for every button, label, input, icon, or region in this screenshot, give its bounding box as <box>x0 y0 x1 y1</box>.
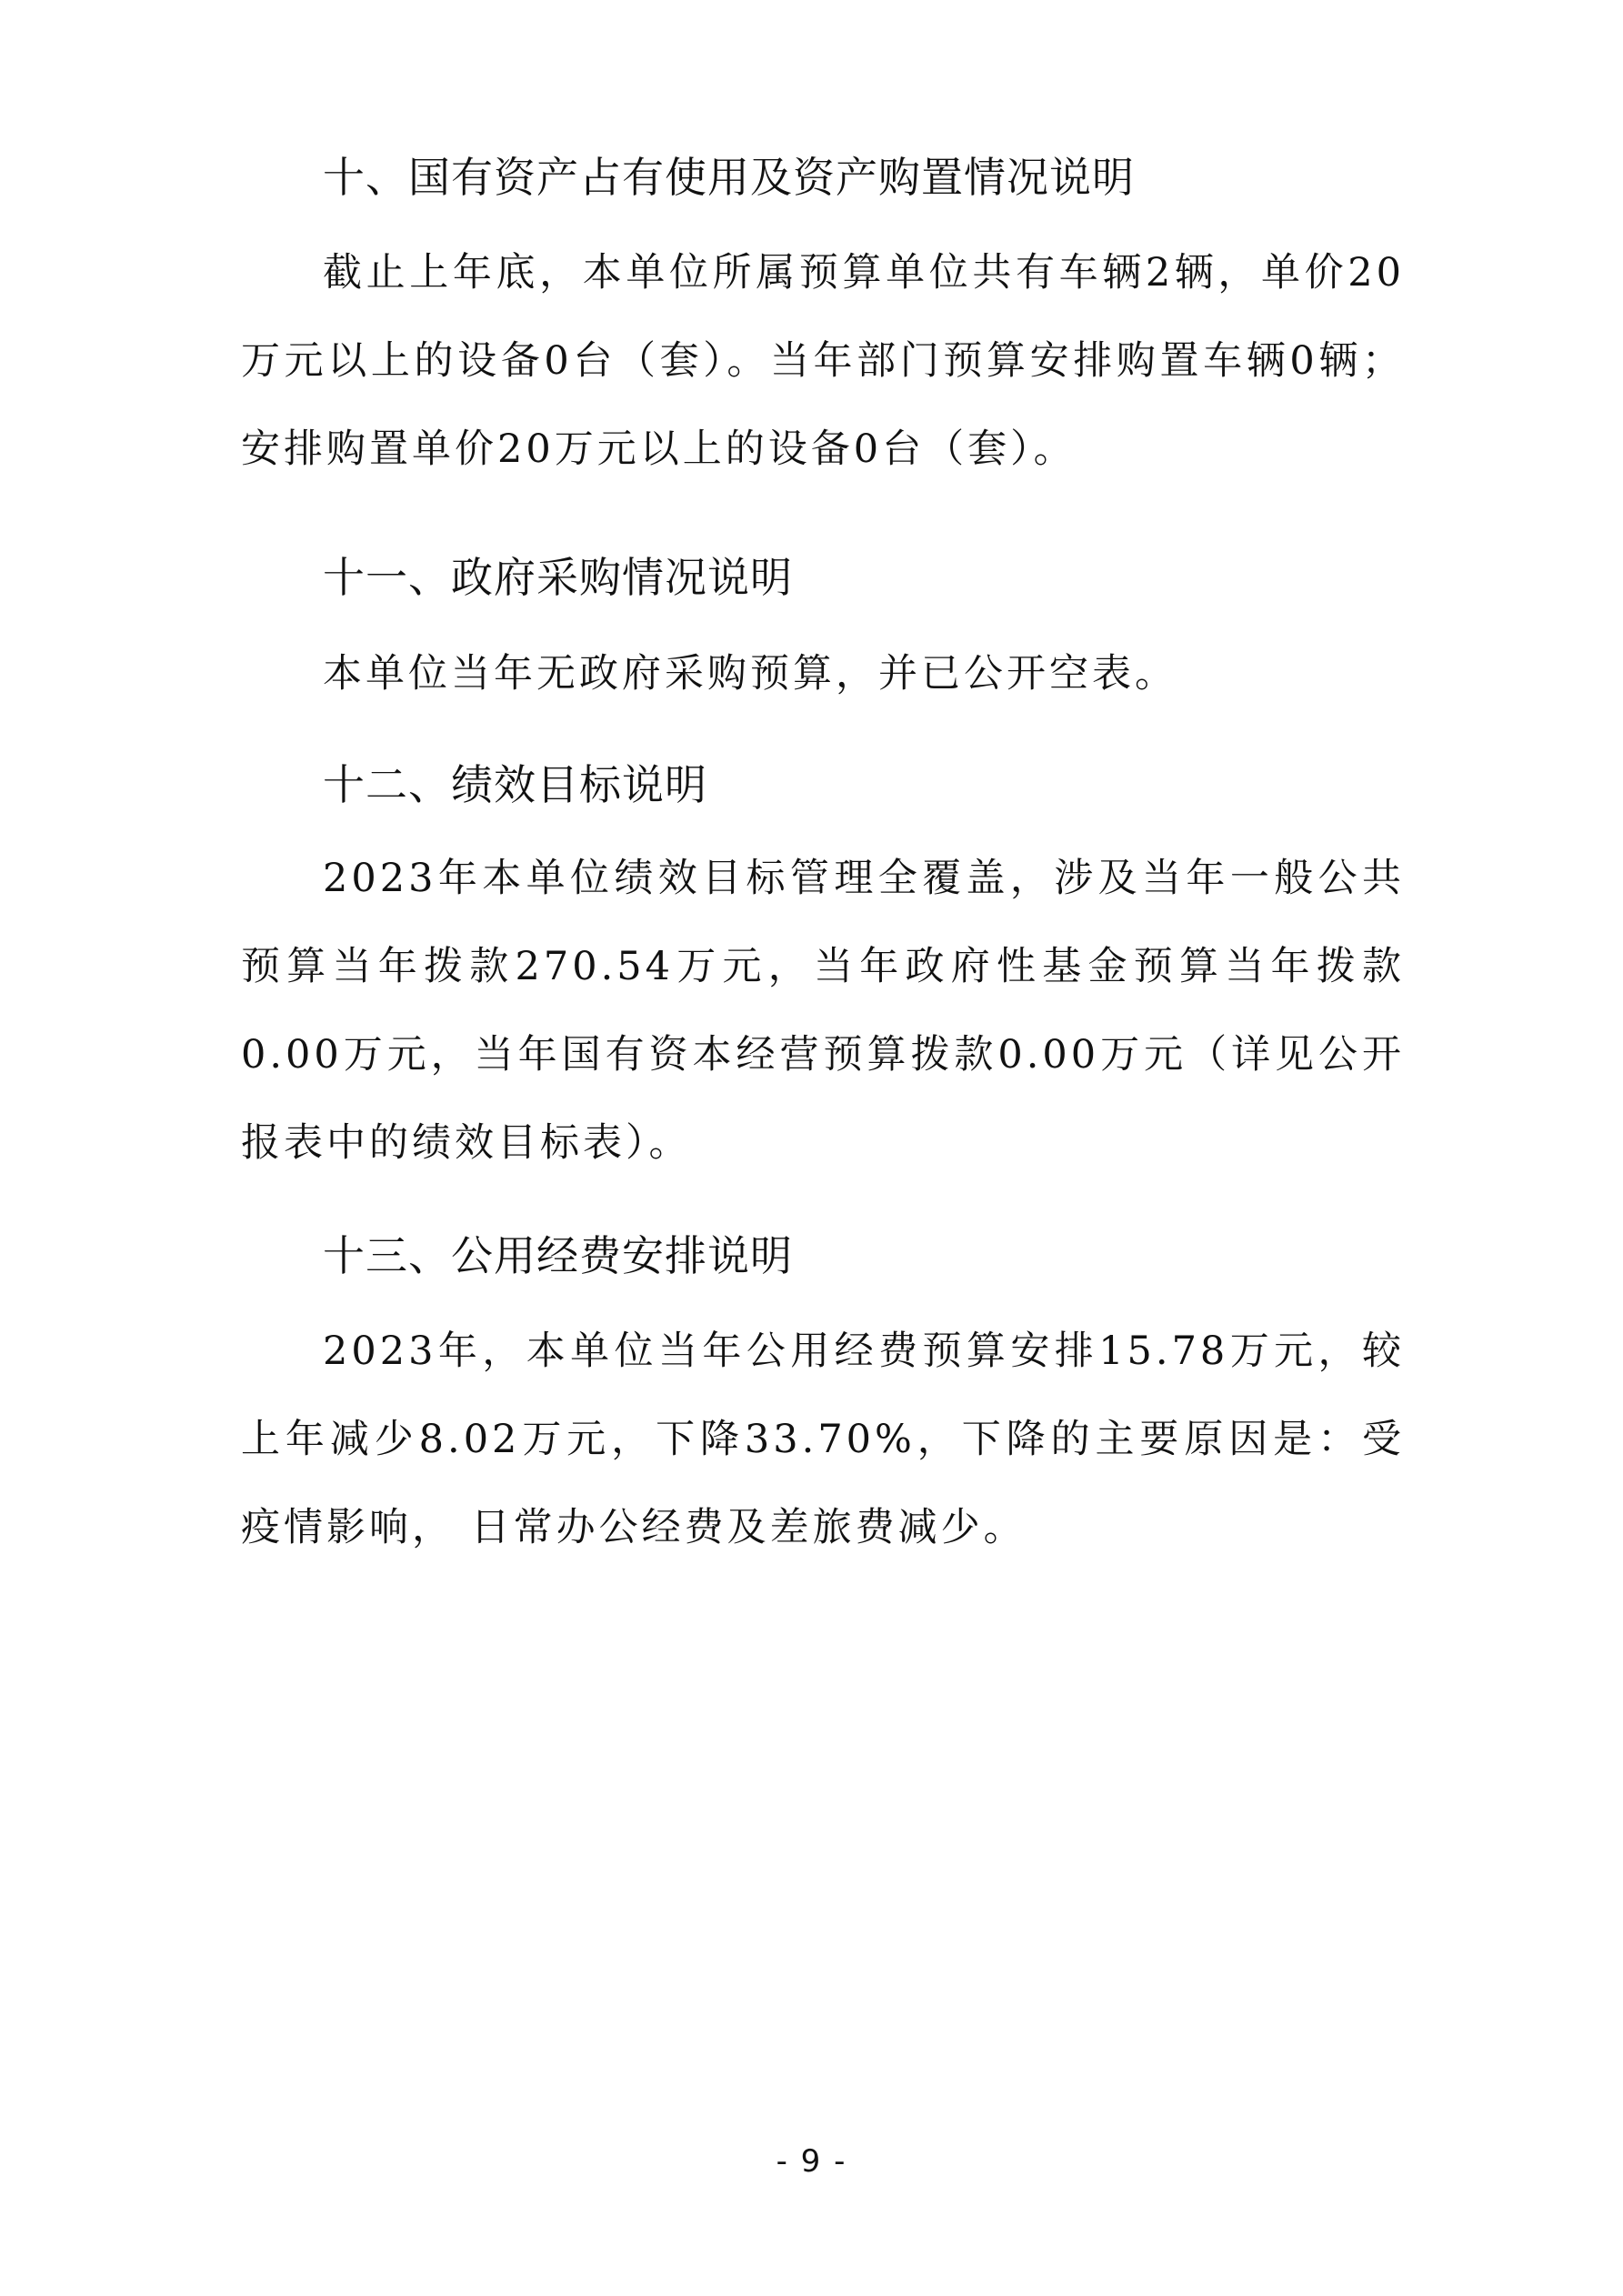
section-public-funds <box>241 1228 1405 1572</box>
section-heading: 十三、公用经费安排说明 <box>323 1231 793 1280</box>
section-government-procurement <box>241 550 1405 718</box>
section-heading: 十、国有资产占有使用及资产购置情况说明 <box>323 153 1135 202</box>
page-content <box>241 150 1405 1572</box>
section-paragraph: 2023年，本单位当年公用经费预算安排15.78万元，较上年减少8.02万元，下降33.70%，下降的主要原因是：受疫情影响， 日常办公经费及差旅费减少。 <box>241 1328 1405 1550</box>
section-paragraph: 截止上年底，本单位所属预算单位共有车辆2辆，单价20万元以上的设备0台（套）。当年部门预算安排购置车辆0辆；安排购置单价20万元以上的设备0台（套）。 <box>241 250 1405 472</box>
section-heading: 十二、绩效目标说明 <box>323 760 707 809</box>
section-paragraph: 本单位当年无政府采购预算，并已公开空表。 <box>323 651 1177 697</box>
section-heading: 十一、政府采购情况说明 <box>323 553 793 602</box>
page-number: - 9 - <box>776 2143 847 2180</box>
section-performance-targets <box>241 757 1405 1188</box>
section-paragraph: 2023年本单位绩效目标管理全覆盖，涉及当年一般公共预算当年拨款270.54万元，当年政府性基金预算当年拨款0.00万元，当年国有资本经营预算拨款0.00万元（详见公开报表中的绩效目标表）。 <box>241 856 1405 1166</box>
section-state-assets <box>241 150 1405 494</box>
